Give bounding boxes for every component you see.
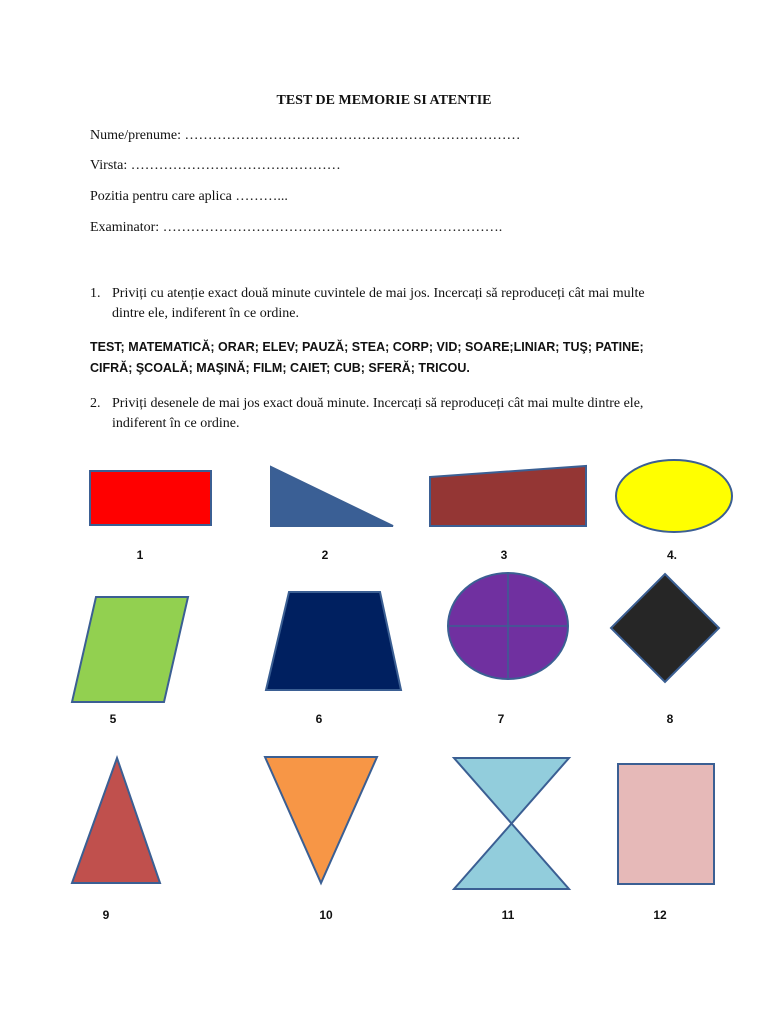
- shape-5-parallelogram: [72, 597, 188, 702]
- age-label: Virsta:: [90, 158, 128, 173]
- shape-2-right-triangle: [271, 467, 393, 526]
- shape-3-trapezoid: [430, 466, 586, 526]
- shape-label-10: 10: [319, 908, 333, 922]
- shape-label-9: 9: [102, 908, 110, 922]
- shape-7-circle-quartered: [448, 573, 568, 679]
- shape-label-11: 11: [501, 908, 515, 922]
- shape-label-6: 6: [315, 712, 323, 726]
- instruction-number: 2.: [90, 396, 101, 411]
- examiner-label: Examinator:: [90, 220, 160, 235]
- position-label: Pozitia pentru care aplica: [90, 189, 232, 204]
- shape-10-inverted-triangle: [265, 757, 377, 883]
- page-title: TEST DE MEMORIE SI ATENTIE: [276, 93, 492, 108]
- shape-label-4: 4.: [666, 548, 677, 562]
- position-dots: ………...: [235, 189, 288, 204]
- instruction-text: Priviți cu atenție exact două minute cuvintele de mai jos. Incercați să reproduceți cât mai multe dintre ele, indiferent în ce ordine.: [112, 286, 645, 321]
- shape-6-trapezoid: [266, 592, 401, 690]
- shape-4-ellipse: [616, 460, 732, 532]
- examiner-dots: ……………………………………………………………….: [162, 220, 503, 235]
- name-dots: ………………………………………………………………: [184, 128, 521, 143]
- shape-8-diamond: [611, 574, 719, 682]
- name-label: Nume/prenume:: [90, 128, 181, 143]
- shape-label-3: 3: [500, 548, 508, 562]
- word-list: TEST; MATEMATICĂ; ORAR; ELEV; PAUZĂ; STEA; CORP; VID; SOARE;LINIAR; TUŞ; PATINE; CIFRĂ; ŞCOALĂ; MAŞINĂ; FILM; CAIET; CUB; SFERĂ; TRICOU.: [90, 340, 644, 375]
- shape-label-2: 2: [321, 548, 329, 562]
- age-dots: ………………………………………: [130, 158, 341, 173]
- shape-11-hourglass: [454, 758, 569, 889]
- shape-label-1: 1: [136, 548, 144, 562]
- shape-9-triangle: [72, 758, 160, 883]
- shape-label-7: 7: [497, 712, 505, 726]
- instruction-number: 1.: [90, 286, 101, 301]
- shape-label-12: 12: [653, 908, 667, 922]
- shape-1-rectangle: [90, 471, 211, 525]
- shape-label-5: 5: [109, 712, 117, 726]
- shape-label-8: 8: [666, 712, 674, 726]
- shape-12-rectangle: [618, 764, 714, 884]
- instruction-text: Priviți desenele de mai jos exact două minute. Incercați să reproduceți cât mai multe dintre ele, indiferent în ce ordine.: [112, 396, 644, 431]
